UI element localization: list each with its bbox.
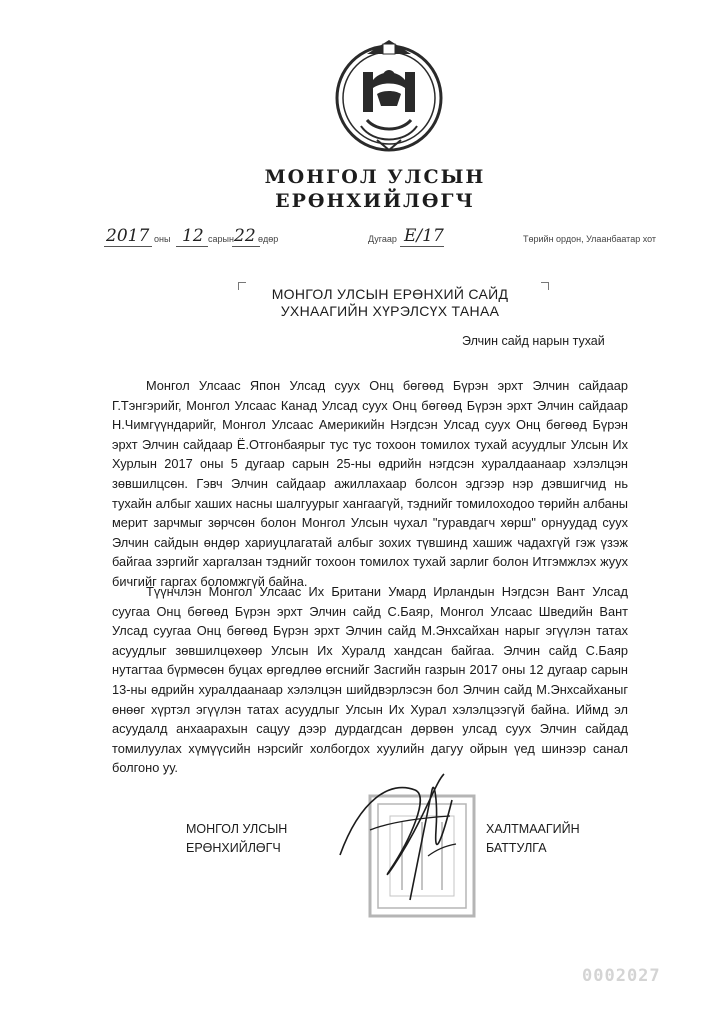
- body-paragraph-2: Түүнчлэн Монгол Улсаас Их Британи Умард Ирландын Нэгдсэн Вант Улсад суугаа Онц бөгөөд Бүрэн эрхт Элчин сайд С.Баяр, Монгол Улсаас Шведийн Вант Улсад суугаа Онц бөгөөд Бүрэн эрхт Элчин сайд М.Энхсайхан нарыг эгүүлэн татах асуудлыг зөвшилцөхөөр Улсын Их Хуралд хандсан байгаа. Элчин сайд С.Баяр нутагтаа бүрмөсөн буцах өргөдлөө өгснийг Засгийн газрын 2017 оны 12 дугаар сарын 13-ны өдрийн хуралдаанаар хэлэлцэн шийдвэрлэсэн бол Элчин сайд М.Энхсайханыг өнөөг хүртэл эгүүлэн татах асуудлыг Улсын Их Хурал хэлэлцээгүй байна. Иймд эл асуудалд анхаарахын сацуу дээр дурдагдсан дөрвөн улсад суух Элчин сайдад томилуулах хүмүүсийн нэрсийг холбогдох хуулийн дагуу ойрын үед шинээр санал болгоно уу.: [112, 584, 628, 776]
- date-year-suffix: оны: [154, 234, 171, 244]
- signatory-name-line2: БАТТУЛГА: [486, 841, 547, 855]
- letter-subject: Элчин сайд нарын тухай: [462, 334, 605, 348]
- addressee-line1: МОНГОЛ УЛСЫН ЕРӨНХИЙ САЙД: [271, 286, 509, 302]
- signatory-title-line2: ЕРӨНХИЙЛӨГЧ: [186, 841, 281, 855]
- serial-number: 0002027: [582, 966, 661, 986]
- handwritten-signature: [320, 760, 480, 910]
- day-underline: [232, 246, 260, 247]
- year-underline: [104, 246, 152, 247]
- signatory-title: [186, 820, 287, 858]
- signatory-title-line1: МОНГОЛ УЛСЫН: [186, 822, 288, 836]
- state-emblem-icon: [333, 36, 445, 160]
- date-month: 12: [182, 226, 204, 246]
- addressee-line2: УХНААГИЙН ХҮРЭЛСҮХ ТАНАА: [280, 303, 500, 319]
- number-underline: [400, 246, 444, 247]
- document-number: Е/17: [404, 226, 444, 246]
- date-year: 2017: [106, 226, 150, 246]
- date-day-suffix: өдөр: [258, 234, 279, 244]
- issue-place: Төрийн ордон, Улаанбаатар хот: [523, 234, 657, 244]
- month-underline: [176, 246, 208, 247]
- org-title-line2: ЕРӨНХИЙЛӨГЧ: [275, 190, 475, 212]
- number-label: Дугаар: [368, 234, 397, 244]
- date-day: 22: [234, 226, 256, 246]
- signatory-name: [486, 820, 580, 858]
- signatory-name-line1: ХАЛТМААГИЙН: [486, 822, 580, 836]
- org-title-line1: МОНГОЛ УЛСЫН: [264, 166, 486, 188]
- body-paragraph-1: Монгол Улсаас Япон Улсад суух Онц бөгөөд Бүрэн эрхт Элчин сайдаар Г.Тэнгэрийг, Монгол Улсаас Канад Улсад суух Онц бөгөөд Бүрэн эрхт Элчин сайдаар Н.Чимгүүндарийг, Монгол Улсаас Америкийн Нэгдсэн Улсад суух Онц бөгөөд Бүрэн эрхт Элчин сайдаар Ё.Отгонбаярыг тус тус тохоон томилох тухай асуудлыг Улсын Их Хурлын 2017 оны 5 дугаар сарын 25-ны өдрийн нэгдсэн хуралдаанаар хэлэлцэн зөвшилцсөн. Гэвч Элчин сайдаар ажиллахаар болсон эдгээр нэр дэвшигчид нь тухайн албыг хаших насны шалгуурыг хангаагүй, тэднийг томилоходоо төрийн албаны мерит зарчмыг зөрчсөн болон Монгол Улсын чухал "гуравдагч хөрш" орнуудад суух Элчин сайдын өндөр хариуцлагатай албыг зохих түвшинд хашиж чадахгүй гэж үзэж байгаа зэргийг харгалзан тэднийг тохоон томилох тухай зарлиг болон Итгэмжлэх жуух бичгийг гаргах боломжгүй байна.: [112, 378, 629, 589]
- letter-meta-row: [0, 224, 724, 252]
- date-month-suffix: сарын: [208, 234, 234, 244]
